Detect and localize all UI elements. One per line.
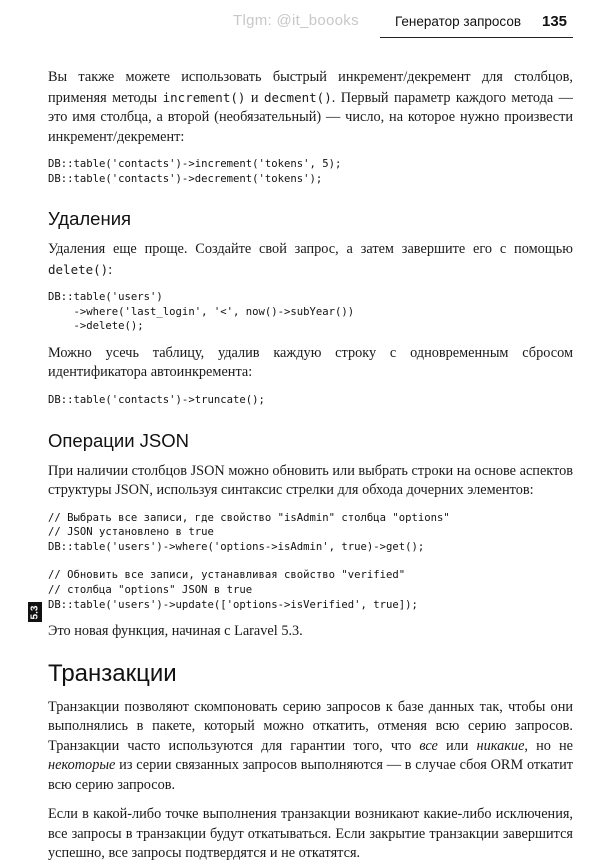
intro-paragraph [48,68,573,147]
page-content [48,68,573,864]
deletes-code-inline: delete() [48,261,109,277]
intro-code-increment: increment() [162,89,246,105]
truncate-code-block: DB::table('contacts')->truncate(); [48,393,265,406]
version-badge [28,602,42,622]
transactions-text-4: из серии связанных запросов выполняются — в случае сбоя ORM откатит всю серию запросов. [48,757,573,793]
watermark-text: Tlgm: @it_boooks [233,12,359,29]
deletes-heading: Удаления [48,208,132,230]
transactions-em-none: никакие [476,737,525,754]
json-code-block-select: // Выбрать все записи, где свойство "isAdmin" столбца "options" // JSON установлено в true DB::table('users')->where('options->isAdmin', true)->get(); [48,511,450,553]
transactions-text-2: или [437,737,477,754]
transactions-text-3: , но не [524,737,573,754]
transactions-text-1: Транзакции позволяют скомпоновать серию запросов к базе данных так, чтобы они выполнялись в пакете, который можно откатить, отменяя всю серию запросов. Транзакции часто используются для гарантии того, что [48,698,573,754]
json-paragraph: При наличии столбцов JSON можно обновить или выбрать строки на основе аспектов структуры JSON, используя синтаксис стрелки для обхода дочерних элементов: [48,462,573,499]
version-badge-label: 5.3 [29,605,41,619]
intro-code-decrement: decment() [263,89,332,105]
transactions-paragraph-1 [48,698,573,796]
transactions-paragraph-2: Если в какой-либо точке выполнения транзакции возникают какие-либо исключения, все запросы в транзакции будут откатываться. Если закрытие транзакции завершится успешно, все запросы подтвердятся и не откатятся. [48,806,573,862]
deletes-text-2: : [108,261,113,278]
intro-code-block: DB::table('contacts')->increment('tokens', 5); DB::table('contacts')->decrement('tokens'); [48,158,342,185]
intro-text-2: и [245,89,264,106]
page-number: 135 [542,13,568,30]
transactions-em-some: некоторые [48,757,116,774]
truncate-paragraph: Можно усечь таблицу, удалив каждую строку с одновременным сбросом идентификатора автоинкремента: [48,344,573,381]
deletes-code-block: DB::table('users') ->where('last_login', '<', now()->subYear()) ->delete(); [48,291,355,333]
header-rule [380,37,573,38]
intro-text-1: Вы также можете использовать быстрый инкремент/декремент для столбцов, применяя методы [48,69,573,106]
json-code-block-update: // Обновить все записи, устанавливая свойство "verified" // столбца "options" JSON в true DB::table('users')->update(['options->isVerified', true]); [48,569,418,611]
deletes-paragraph [48,240,573,280]
version-note: Это новая функция, начиная с Laravel 5.3. [48,623,303,640]
transactions-em-all: все [419,737,438,754]
intro-text-3: . Первый параметр каждого метода — это имя столбца, а второй (необязательный) — число, на которое нужно произвести инкремент/декремент: [48,89,573,145]
transactions-heading: Транзакции [48,659,177,687]
section-title: Генератор запросов [395,14,522,29]
deletes-text-1: Удаления еще проще. Создайте свой запрос, а затем завершите его с помощью [48,241,573,258]
running-header [0,10,573,36]
json-heading: Операции JSON [48,429,190,451]
